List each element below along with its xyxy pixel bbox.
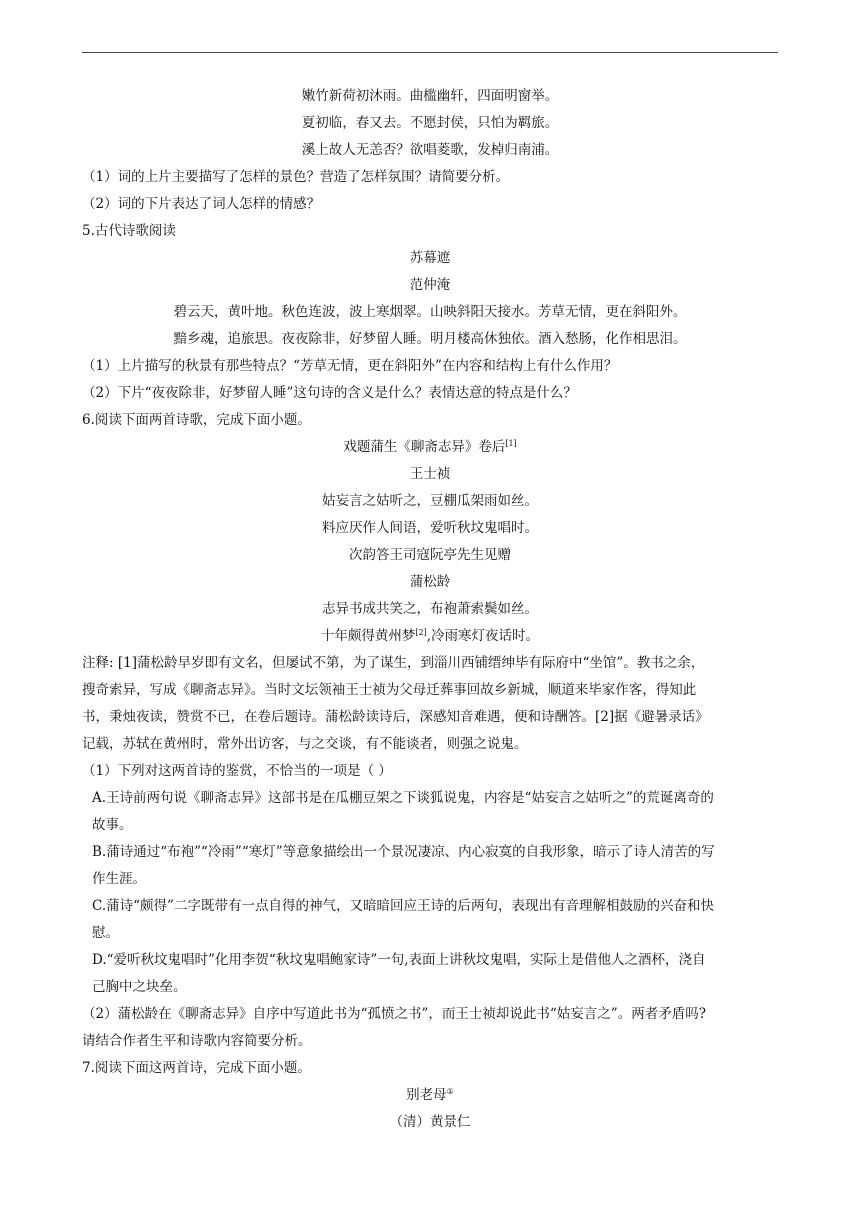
poem-line: 志异书成共笑之，布袍萧索鬓如丝。 xyxy=(322,601,538,617)
question-6-2-cont: 请结合作者生平和诗歌内容简要分析。 xyxy=(82,1033,312,1049)
option-a: A.王诗前两句说《聊斋志异》这部书是在瓜棚豆架之下谈狐说鬼，内容是“姑妄言之姑听之”的荒诞离奇的 xyxy=(92,790,714,806)
option-c: C.蒲诗“颇得”二字既带有一点自得的神气，又暗暗回应王诗的后两句，表现出有音理解相鼓励的兴奋和快 xyxy=(92,898,714,914)
question-6-heading: 6.阅读下面两首诗歌，完成下面小题。 xyxy=(82,412,311,428)
poem-author: 范仲淹 xyxy=(409,277,451,293)
poem-line: 姑妄言之姑听之，豆棚瓜架雨如丝。 xyxy=(322,493,538,509)
option-b: B.蒲诗通过“布袍”“冷雨”“寒灯”等意象描绘出一个景况凄凉、内心寂寞的自我形象，暗示了诗人清苦的写 xyxy=(92,844,715,860)
question-5-heading: 5.古代诗歌阅读 xyxy=(82,223,176,239)
option-d: D.“爱听秋坟鬼唱时”化用李贺“秋坟鬼唱鲍家诗”一句,表面上讲秋坟鬼唱，实际上是借他人之酒杯，浇自 xyxy=(92,952,706,968)
option-d-cont: 己胸中之块垒。 xyxy=(92,979,187,995)
question-7-heading: 7.阅读下面这两首诗，完成下面小题。 xyxy=(82,1060,311,1076)
question-6-1: （1）下列对这两首诗的鉴赏，不恰当的一项是（ ） xyxy=(82,763,392,779)
question-6-2: （2）蒲松龄在《聊斋志异》自序中写道此书为“孤愤之书”，而王士祯却说此书“姑妄言之”。两者矛盾吗? xyxy=(82,1006,706,1022)
question-4-2: （2）词的下片表达了词人怎样的情感？ xyxy=(82,196,321,212)
header-rule xyxy=(82,52,778,53)
poem-author: 蒲松龄 xyxy=(409,574,451,590)
notes-line: 书，秉烛夜读，赞赏不已，在卷后题诗。蒲松龄读诗后，深感知音难遇，便和诗酬答。[2]据《避暑录话》 xyxy=(82,709,709,725)
option-a-cont: 故事。 xyxy=(92,817,133,833)
notes-line: 注释: [1]蒲松龄早岁即有文名，但屡试不第，为了谋生，到淄川西铺缙绅毕有际府中“坐馆”。教书之余， xyxy=(82,655,705,671)
poem-line: 溪上故人无恙否？欲唱菱歌，发棹归南浦。 xyxy=(301,142,559,158)
notes-line: 记载，苏轼在黄州时，常外出访客，与之交谈，有不能谈者，则强之说鬼。 xyxy=(82,736,528,752)
footnote-mark: ① xyxy=(446,1087,454,1096)
poem-author: （清）黄景仁 xyxy=(389,1114,471,1130)
poem-author: 王士祯 xyxy=(409,466,451,482)
question-5-2: （2）下片“夜夜除非，好梦留人睡”这句诗的含义是什么？表情达意的特点是什么？ xyxy=(82,385,577,401)
question-5-1: （1）上片描写的秋景有那些特点？“芳草无情，更在斜阳外”在内容和结构上有什么作用？ xyxy=(82,358,618,374)
poem-line: 嫩竹新荷初沐雨。曲槛幽轩，四面明窗举。 xyxy=(301,88,559,104)
option-b-cont: 作生涯。 xyxy=(92,871,146,887)
option-c-cont: 慰。 xyxy=(92,925,119,941)
poem-title: 戏题蒲生《聊斋志异》卷后[1] xyxy=(343,439,517,455)
poem-line: 料应厌作人间语，爱听秋坟鬼唱时。 xyxy=(322,520,538,536)
poem-line: 黯乡魂，追旅思。夜夜除非，好梦留人睡。明月楼高休独依。酒入愁肠，化作相思泪。 xyxy=(173,331,687,347)
question-4-1: （1）词的上片主要描写了怎样的景色？营造了怎样氛围？请简要分析。 xyxy=(82,169,510,185)
notes-line: 搜奇索异，写成《聊斋志异》。当时文坛领袖王士祯为父母迁葬事回故乡新城，顺道来毕家作客，得知此 xyxy=(82,682,697,698)
poem-title: 苏幕遮 xyxy=(409,250,451,266)
poem-title: 别老母① xyxy=(406,1087,454,1103)
poem-line: 碧云天，黄叶地。秋色连波，波上寒烟翠。山映斜阳天接水。芳草无情，更在斜阳外。 xyxy=(173,304,687,320)
footnote-mark: [1] xyxy=(505,439,517,448)
poem-line: 十年颇得黄州梦[2],冷雨寒灯夜话时。 xyxy=(320,628,540,644)
footnote-mark: [2] xyxy=(415,628,427,637)
poem-line: 夏初临，春又去。不愿封侯，只怕为羁旅。 xyxy=(301,115,559,131)
poem-title: 次韵答王司寇阮亭先生见赠 xyxy=(349,547,511,563)
